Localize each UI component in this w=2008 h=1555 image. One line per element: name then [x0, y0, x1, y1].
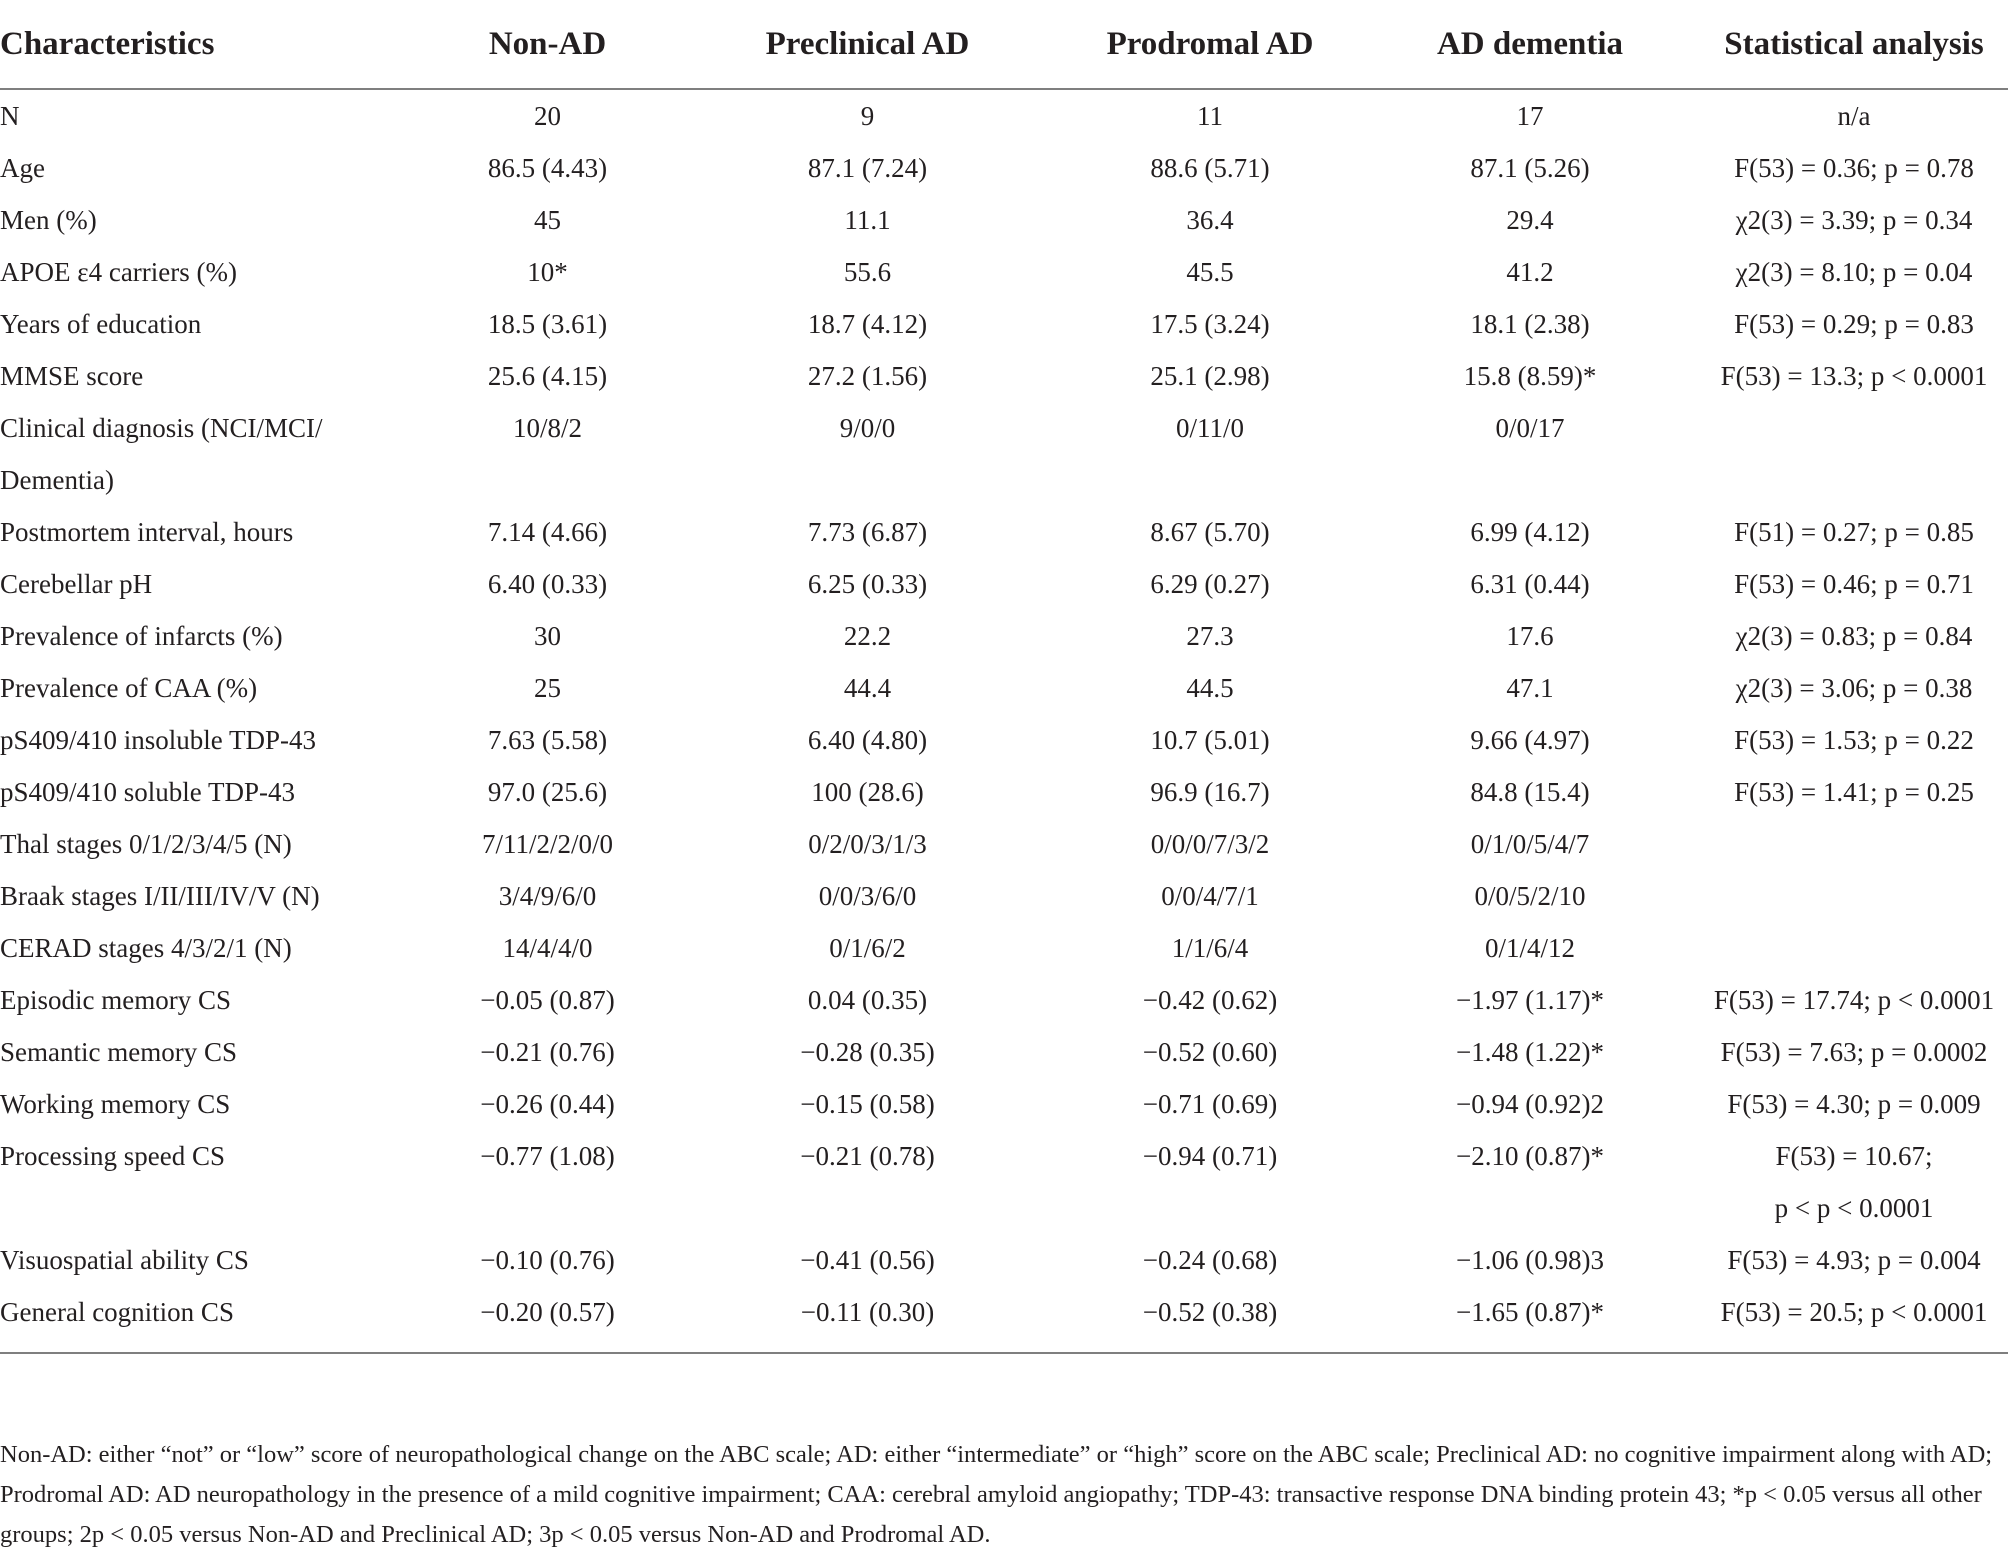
row-label: APOE ε4 carriers (%): [0, 257, 238, 287]
cell-dementia: 6.31 (0.44): [1470, 569, 1590, 599]
cell-preclinical: 27.2 (1.56): [807, 361, 928, 391]
cell-non-ad: 14/4/4/0: [502, 933, 593, 963]
table-row: [0, 714, 2008, 766]
cell-preclinical: −0.11 (0.30): [800, 1297, 935, 1327]
cell-prodromal: −0.42 (0.62): [1142, 985, 1278, 1015]
cell-statistical-analysis: F(53) = 0.36; p = 0.78: [1734, 153, 1974, 183]
table-row: [0, 142, 2008, 194]
cell-dementia: 15.8 (8.59)*: [1463, 361, 1597, 391]
cell-statistical-analysis: F(53) = 1.53; p = 0.22: [1734, 725, 1974, 755]
row-label: Dementia): [0, 465, 114, 495]
cell-statistical-analysis: n/a: [1837, 101, 1871, 131]
table-row: [0, 194, 2008, 246]
cell-prodromal: [1060, 454, 1360, 506]
cell-prodromal: 36.4: [1186, 205, 1234, 235]
cell-prodromal: 25.1 (2.98): [1150, 361, 1270, 391]
cell-preclinical: 55.6: [843, 257, 892, 287]
cell-preclinical: 87.1 (7.24): [807, 153, 928, 183]
cell-statistical-analysis: F(53) = 10.67;: [1775, 1141, 1933, 1171]
column-header: Prodromal AD: [1060, 0, 1360, 89]
cell-non-ad: 25.6 (4.15): [487, 361, 608, 391]
cell-dementia: 0/1/0/5/4/7: [1470, 829, 1590, 859]
cell-statistical-analysis: F(53) = 4.30; p = 0.009: [1727, 1089, 1981, 1119]
cell-preclinical: 44.4: [843, 673, 892, 703]
table-row: [0, 870, 2008, 922]
cell-prodromal: 8.67 (5.70): [1150, 517, 1270, 547]
cell-dementia: 0/1/4/12: [1484, 933, 1575, 963]
row-label: Visuospatial ability CS: [0, 1245, 249, 1275]
cell-dementia: 18.1 (2.38): [1470, 309, 1590, 339]
row-label: Age: [0, 153, 45, 183]
table-footnote: Non-AD: either “not” or “low” score of neuropathological change on the ABC scale; AD: either “intermediate” or “high” score on the ABC scale; Preclinical AD: no cognitive impairment along with AD; Prodromal AD: AD neuropathology in the presence of a mild cognitive impairment; CAA: cerebral amyloid angiopathy; TDP-43: transactive response DNA binding protein 43; *p < 0.05 versus all other groups; 2p < 0.05 versus Non-AD and Preclinical AD; 3p < 0.05 versus Non-AD and Prodromal AD.: [0, 1440, 1993, 1548]
table-row: [0, 922, 2008, 974]
cell-statistical-analysis: F(53) = 13.3; p < 0.0001: [1720, 361, 1988, 391]
cell-dementia: 41.2: [1506, 257, 1554, 287]
cell-non-ad: −0.77 (1.08): [480, 1141, 615, 1171]
cell-dementia: −1.65 (0.87)*: [1456, 1297, 1604, 1327]
cell-non-ad: 25: [534, 673, 561, 703]
table-row: [0, 1234, 2008, 1286]
cell-non-ad: −0.05 (0.87): [480, 985, 615, 1015]
column-header: Preclinical AD: [675, 0, 1060, 89]
cell-non-ad: [420, 454, 675, 506]
column-header: Non-AD: [420, 0, 675, 89]
cell-non-ad: −0.20 (0.57): [480, 1297, 615, 1327]
table-row: [0, 1130, 2008, 1182]
cell-prodromal: 27.3: [1186, 621, 1234, 651]
row-label: Thal stages 0/1/2/3/4/5 (N): [0, 829, 292, 859]
cell-non-ad: 10*: [527, 257, 568, 287]
cell-statistical-analysis: F(53) = 7.63; p = 0.0002: [1720, 1037, 1988, 1067]
table-row: [0, 89, 2008, 142]
cell-prodromal: 96.9 (16.7): [1150, 777, 1270, 807]
cell-statistical-analysis: χ2(3) = 3.39; p = 0.34: [1735, 205, 1973, 235]
cell-statistical-analysis: χ2(3) = 8.10; p = 0.04: [1735, 257, 1973, 287]
cell-prodromal: 45.5: [1186, 257, 1234, 287]
cell-statistical-analysis: p < p < 0.0001: [1774, 1193, 1934, 1223]
cell-statistical-analysis: [1700, 922, 2008, 974]
cell-preclinical: 9: [860, 101, 875, 131]
cell-statistical-analysis: F(51) = 0.27; p = 0.85: [1734, 517, 1974, 547]
cell-non-ad: 86.5 (4.43): [487, 153, 608, 183]
cell-non-ad: 6.40 (0.33): [487, 569, 608, 599]
cell-dementia: 17.6: [1506, 621, 1554, 651]
cell-dementia: 0/0/5/2/10: [1474, 881, 1586, 911]
cell-prodromal: −0.71 (0.69): [1142, 1089, 1278, 1119]
cell-dementia: −1.48 (1.22)*: [1456, 1037, 1604, 1067]
cell-dementia: 6.99 (4.12): [1470, 517, 1590, 547]
row-label: General cognition CS: [0, 1297, 234, 1327]
cell-dementia: 0/0/17: [1495, 413, 1565, 443]
row-label: [0, 1182, 420, 1234]
cell-prodromal: 0/0/0/7/3/2: [1150, 829, 1270, 859]
row-label: MMSE score: [0, 361, 144, 391]
cell-preclinical: 6.25 (0.33): [807, 569, 928, 599]
cell-statistical-analysis: F(53) = 4.93; p = 0.004: [1727, 1245, 1981, 1275]
cell-prodromal: −0.94 (0.71): [1142, 1141, 1278, 1171]
row-label: pS409/410 soluble TDP-43: [0, 777, 296, 807]
table-row: [0, 610, 2008, 662]
cell-prodromal: 44.5: [1186, 673, 1234, 703]
column-header: Statistical analysis: [1700, 0, 2008, 89]
cell-prodromal: −0.24 (0.68): [1142, 1245, 1278, 1275]
cell-preclinical: 100 (28.6): [811, 777, 924, 807]
table-row: [0, 818, 2008, 870]
cell-statistical-analysis: F(53) = 20.5; p < 0.0001: [1720, 1297, 1988, 1327]
row-label: pS409/410 insoluble TDP-43: [0, 725, 317, 755]
cell-dementia: 29.4: [1506, 205, 1554, 235]
table-row: [0, 766, 2008, 818]
cell-dementia: 87.1 (5.26): [1470, 153, 1590, 183]
row-label: N: [0, 101, 20, 131]
cell-preclinical: −0.41 (0.56): [800, 1245, 935, 1275]
cell-non-ad: [420, 1182, 675, 1234]
cell-statistical-analysis: χ2(3) = 3.06; p = 0.38: [1735, 673, 1973, 703]
cell-non-ad: −0.26 (0.44): [480, 1089, 615, 1119]
cell-dementia: 9.66 (4.97): [1470, 725, 1590, 755]
row-label: Processing speed CS: [0, 1141, 225, 1171]
cell-dementia: −2.10 (0.87)*: [1456, 1141, 1604, 1171]
cell-preclinical: 7.73 (6.87): [807, 517, 928, 547]
cell-preclinical: 9/0/0: [839, 413, 896, 443]
cell-non-ad: 7/11/2/2/0/0: [481, 829, 613, 859]
cell-prodromal: [1060, 1182, 1360, 1234]
table-row: [0, 1026, 2008, 1078]
table-row: [0, 1286, 2008, 1346]
cell-preclinical: −0.15 (0.58): [800, 1089, 935, 1119]
table-row: [0, 1182, 2008, 1234]
cell-preclinical: 11.1: [844, 205, 891, 235]
cell-preclinical: −0.28 (0.35): [800, 1037, 935, 1067]
cell-preclinical: [675, 1182, 1060, 1234]
cell-non-ad: 30: [534, 621, 561, 651]
cell-dementia: −1.97 (1.17)*: [1456, 985, 1604, 1015]
cell-non-ad: 45: [534, 205, 561, 235]
cell-dementia: 84.8 (15.4): [1470, 777, 1590, 807]
table-row: [0, 974, 2008, 1026]
cell-statistical-analysis: F(53) = 1.41; p = 0.25: [1734, 777, 1974, 807]
cell-dementia: −1.06 (0.98)3: [1456, 1245, 1604, 1275]
cell-prodromal: 10.7 (5.01): [1150, 725, 1270, 755]
cell-prodromal: 1/1/6/4: [1171, 933, 1249, 963]
table-bottom-rule: [0, 1352, 2008, 1354]
table-row: [0, 506, 2008, 558]
row-label: Episodic memory CS: [0, 985, 231, 1015]
cell-preclinical: 22.2: [843, 621, 892, 651]
table-row: [0, 350, 2008, 402]
cell-prodromal: 0/0/4/7/1: [1161, 881, 1259, 911]
cell-non-ad: 20: [534, 101, 561, 131]
cell-preclinical: [675, 454, 1060, 506]
cell-non-ad: 3/4/9/6/0: [498, 881, 597, 911]
row-label: Working memory CS: [0, 1089, 231, 1119]
table-row: [0, 558, 2008, 610]
row-label: CERAD stages 4/3/2/1 (N): [0, 933, 292, 963]
cell-statistical-analysis: F(53) = 17.74; p < 0.0001: [1713, 985, 1995, 1015]
cell-prodromal: −0.52 (0.38): [1142, 1297, 1278, 1327]
row-label: Semantic memory CS: [0, 1037, 237, 1067]
cell-statistical-analysis: F(53) = 0.29; p = 0.83: [1734, 309, 1974, 339]
table-body: [0, 89, 2008, 1346]
table-row: [0, 402, 2008, 454]
cell-non-ad: 97.0 (25.6): [487, 777, 608, 807]
table-row: [0, 246, 2008, 298]
cell-non-ad: 18.5 (3.61): [487, 309, 608, 339]
cell-preclinical: 6.40 (4.80): [807, 725, 928, 755]
cell-statistical-analysis: [1700, 818, 2008, 870]
cell-statistical-analysis: [1700, 454, 2008, 506]
cell-statistical-analysis: [1700, 402, 2008, 454]
cell-statistical-analysis: F(53) = 0.46; p = 0.71: [1734, 569, 1974, 599]
row-label: Braak stages I/II/III/IV/V (N): [0, 881, 320, 911]
column-header: AD dementia: [1360, 0, 1700, 89]
cell-preclinical: 18.7 (4.12): [807, 309, 928, 339]
row-label: Cerebellar pH: [0, 569, 153, 599]
header-row: [0, 0, 2008, 89]
cell-statistical-analysis: χ2(3) = 0.83; p = 0.84: [1735, 621, 1973, 651]
table-row: [0, 662, 2008, 714]
cell-dementia: [1360, 454, 1700, 506]
table-row: [0, 298, 2008, 350]
table-row: [0, 1078, 2008, 1130]
row-label: Years of education: [0, 309, 202, 339]
cell-non-ad: 7.63 (5.58): [487, 725, 608, 755]
cell-prodromal: 17.5 (3.24): [1150, 309, 1270, 339]
cell-preclinical: 0.04 (0.35): [807, 985, 928, 1015]
row-label: Prevalence of infarcts (%): [0, 621, 283, 651]
cell-preclinical: −0.21 (0.78): [800, 1141, 935, 1171]
cell-preclinical: 0/2/0/3/1/3: [808, 829, 927, 859]
cell-dementia: 47.1: [1506, 673, 1554, 703]
cell-preclinical: 0/1/6/2: [829, 933, 906, 963]
row-label: Prevalence of CAA (%): [0, 673, 258, 703]
cell-prodromal: 6.29 (0.27): [1150, 569, 1270, 599]
cell-preclinical: 0/0/3/6/0: [818, 881, 917, 911]
cell-prodromal: 11: [1197, 101, 1223, 131]
cell-non-ad: 10/8/2: [512, 413, 582, 443]
cell-prodromal: −0.52 (0.60): [1142, 1037, 1278, 1067]
cell-prodromal: 0/11/0: [1175, 413, 1244, 443]
column-header: Characteristics: [0, 0, 420, 89]
row-label: Men (%): [0, 205, 97, 235]
cell-dementia: −0.94 (0.92)2: [1456, 1089, 1604, 1119]
cell-non-ad: 7.14 (4.66): [487, 517, 608, 547]
row-label: Clinical diagnosis (NCI/MCI/: [0, 413, 323, 443]
cell-non-ad: −0.21 (0.76): [480, 1037, 615, 1067]
cell-statistical-analysis: [1700, 870, 2008, 922]
cell-dementia: 17: [1516, 101, 1544, 131]
cell-non-ad: −0.10 (0.76): [480, 1245, 615, 1275]
table-row: [0, 454, 2008, 506]
cell-dementia: [1360, 1182, 1700, 1234]
row-label: Postmortem interval, hours: [0, 517, 294, 547]
cell-prodromal: 88.6 (5.71): [1150, 153, 1270, 183]
